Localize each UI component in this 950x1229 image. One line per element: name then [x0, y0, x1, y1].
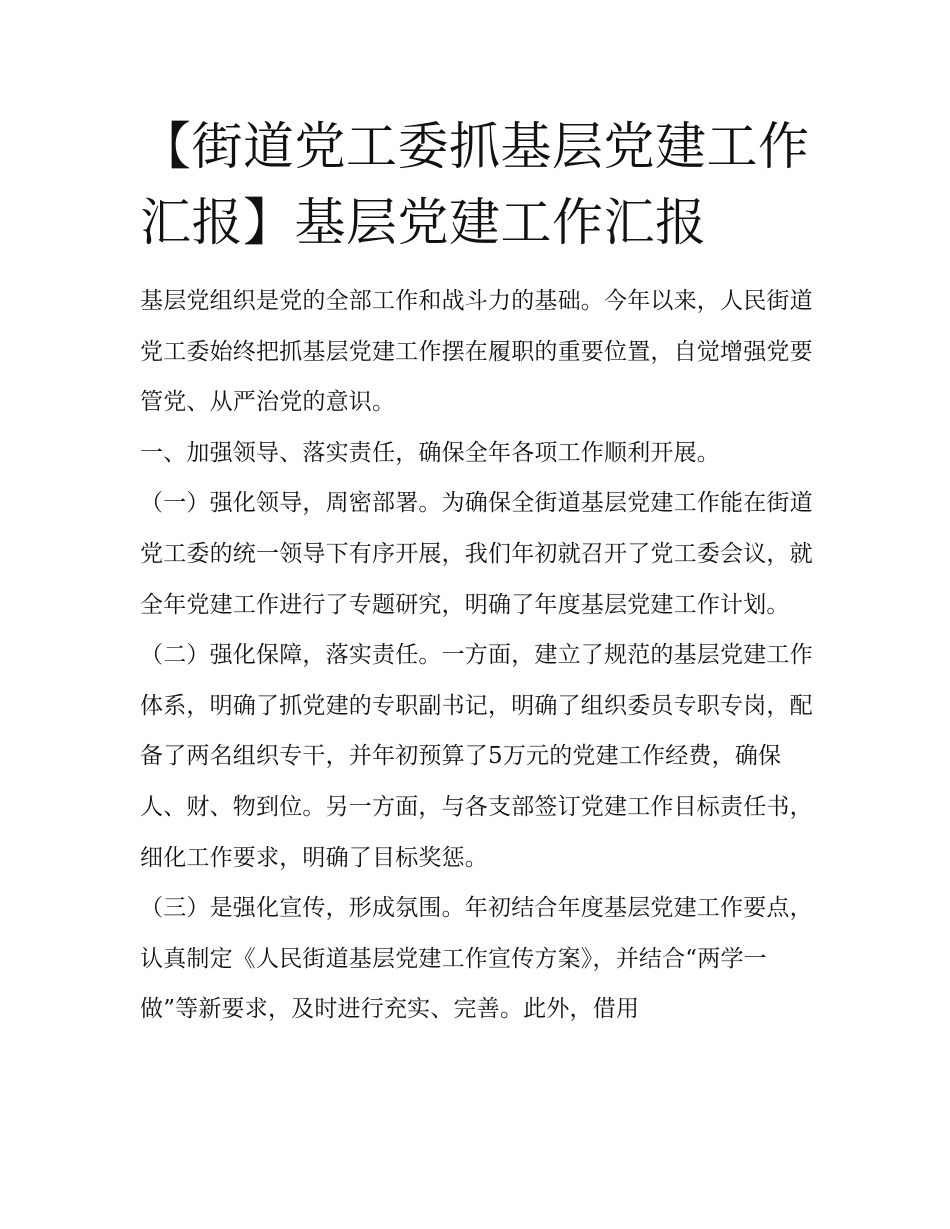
paragraph-subsection-1: （一）强化领导，周密部署。为确保全街道基层党建工作能在街道党工委的统一领导下有序开展，我们年初就召开了党工委会议，就全年党建工作进行了专题研究，明确了年度基层党建工作计划。 — [140, 490, 813, 618]
document-title: 【街道党工委抓基层党建工作汇报】基层党建工作汇报 — [140, 118, 810, 253]
document-page — [140, 110, 820, 1035]
paragraph-section-1: 一、加强领导、落实责任，确保全年各项工作顺利开展。 — [140, 439, 720, 466]
paragraph-subsection-3: （三）是强化宣传，形成氛围。年初结合年度基层党建工作要点，认真制定《人民街道基层党建工作宣传方案》，并结合“两学一做”等新要求，及时进行充实、完善。此外，借用 — [140, 895, 813, 1023]
paragraph-intro: 基层党组织是党的全部工作和战斗力的基础。今年以来，人民街道党工委始终把抓基层党建工作摆在履职的重要位置，自觉增强党要管党、从严治党的意识。 — [140, 288, 813, 416]
paragraph-subsection-2: （二）强化保障，落实责任。一方面，建立了规范的基层党建工作体系，明确了抓党建的专职副书记，明确了组织委员专职专岗，配备了两名组织专干，并年初预算了5万元的党建工作经费，确保人、财、物到位。另一方面，与各支部签订党建工作目标责任书，细化工作要求，明确了目标奖惩。 — [140, 642, 813, 871]
document-body — [140, 276, 820, 1035]
